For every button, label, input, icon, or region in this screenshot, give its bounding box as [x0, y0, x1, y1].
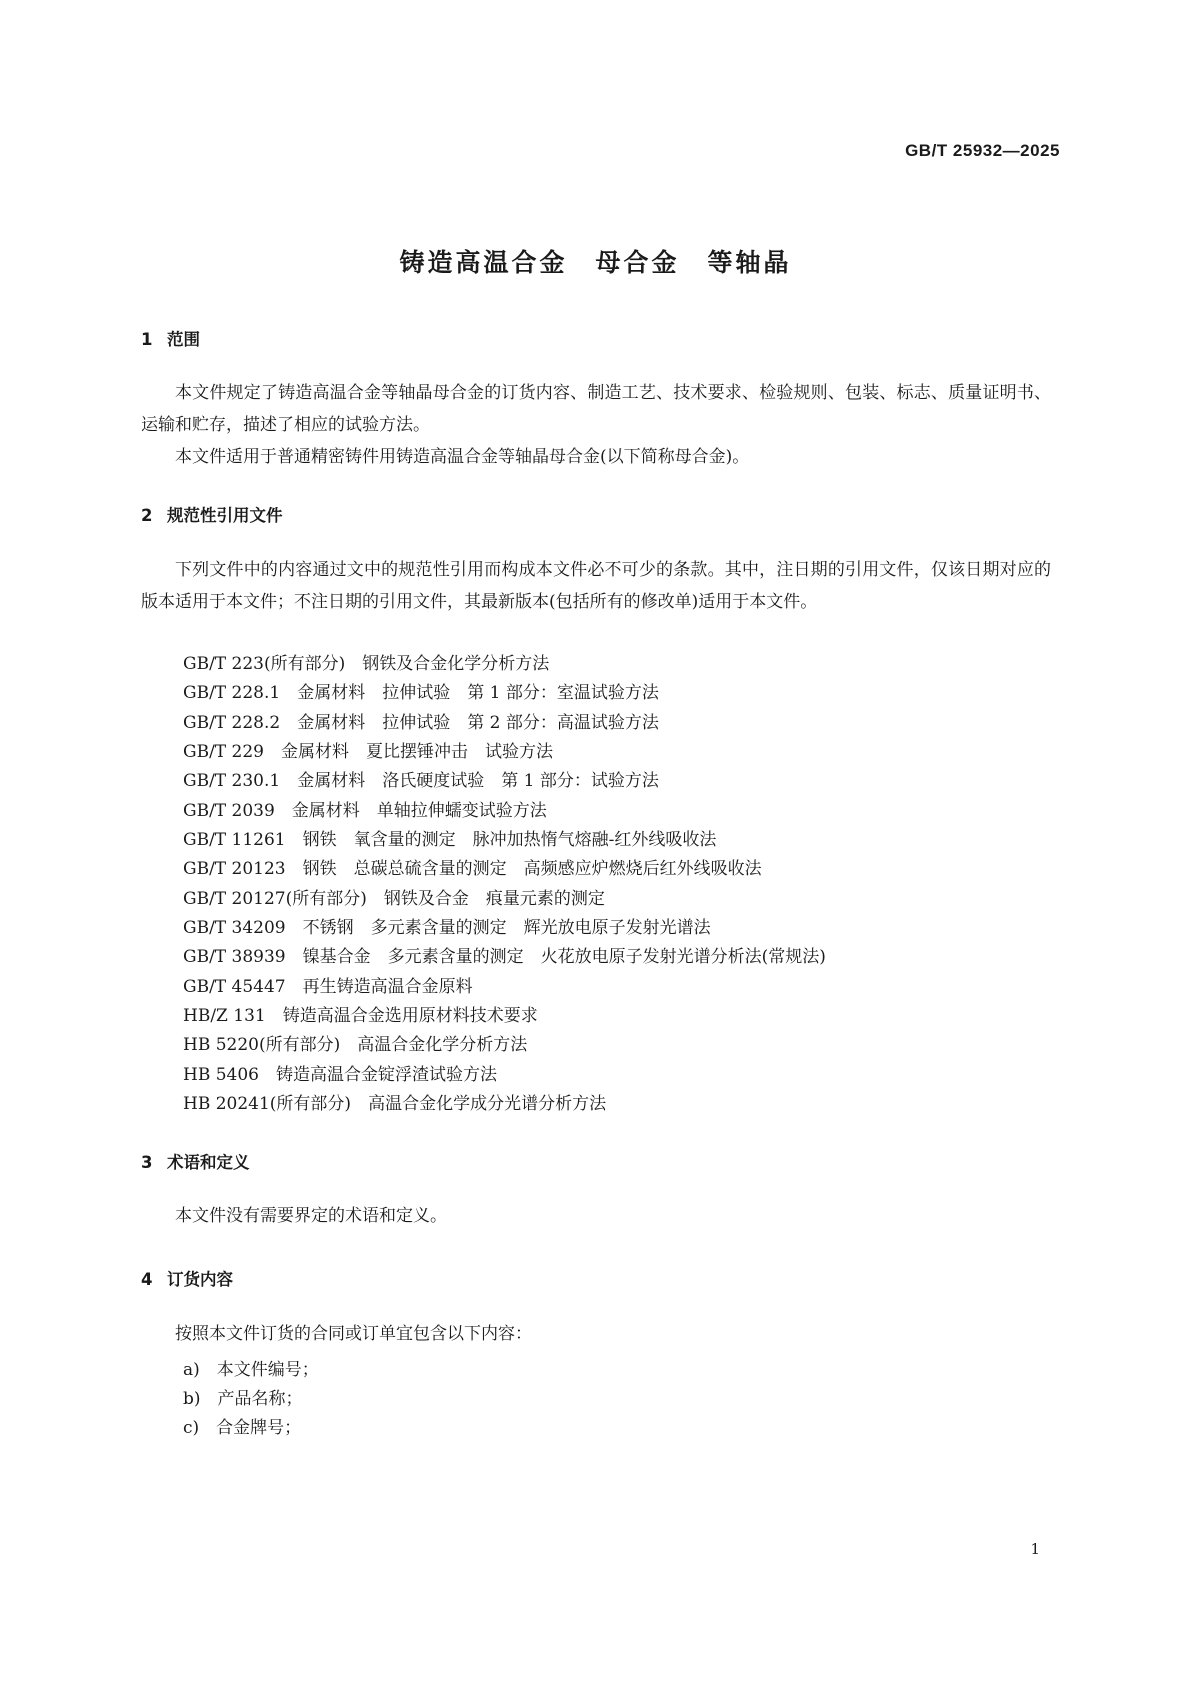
reference-item: GB/T 230.1 金属材料 洛氏硬度试验 第 1 部分：试验方法 [183, 771, 659, 791]
section-3-heading [141, 1149, 250, 1173]
section-3-paragraph: 本文件没有需要界定的术语和定义。 [175, 1206, 447, 1226]
section-title: 规范性引用文件 [167, 506, 283, 525]
reference-item: GB/T 45447 再生铸造高温合金原料 [183, 977, 473, 997]
reference-item: GB/T 11261 钢铁 氧含量的测定 脉冲加热惰气熔融-红外线吸收法 [183, 830, 717, 850]
reference-item: GB/T 2039 金属材料 单轴拉伸蠕变试验方法 [183, 801, 547, 821]
reference-item: GB/T 228.2 金属材料 拉伸试验 第 2 部分：高温试验方法 [183, 713, 659, 733]
section-4-heading [141, 1266, 233, 1290]
section-number: 3 [141, 1153, 153, 1172]
reference-item: GB/T 34209 不锈钢 多元素含量的测定 辉光放电原子发射光谱法 [183, 918, 711, 938]
section-1-heading [141, 326, 200, 350]
section-1-paragraph-1: 本文件规定了铸造高温合金等轴晶母合金的订货内容、制造工艺、技术要求、检验规则、包装、标志、质量证明书、运输和贮存，描述了相应的试验方法。 [141, 383, 1051, 435]
section-title: 订货内容 [167, 1270, 233, 1289]
order-list-item: b) 产品名称； [183, 1389, 303, 1409]
reference-item: GB/T 20127(所有部分) 钢铁及合金 痕量元素的测定 [183, 889, 605, 909]
section-2-intro: 下列文件中的内容通过文中的规范性引用而构成本文件必不可少的条款。其中，注日期的引用文件，仅该日期对应的版本适用于本文件；不注日期的引用文件，其最新版本(包括所有的修改单)适用于本文件。 [141, 560, 1051, 612]
reference-item: GB/T 223(所有部分) 钢铁及合金化学分析方法 [183, 654, 550, 674]
section-title: 范围 [167, 330, 200, 349]
reference-item: HB/Z 131 铸造高温合金选用原材料技术要求 [183, 1006, 538, 1026]
section-number: 2 [141, 506, 153, 525]
reference-item: GB/T 228.1 金属材料 拉伸试验 第 1 部分：室温试验方法 [183, 683, 659, 703]
reference-item: GB/T 38939 镍基合金 多元素含量的测定 火花放电原子发射光谱分析法(常规法) [183, 947, 826, 967]
reference-item: HB 20241(所有部分) 高温合金化学成分光谱分析方法 [183, 1094, 607, 1114]
order-list-item: a) 本文件编号； [183, 1360, 319, 1380]
order-list-item: c) 合金牌号； [183, 1418, 302, 1438]
reference-item: HB 5406 铸造高温合金锭浮渣试验方法 [183, 1065, 497, 1085]
reference-item: GB/T 229 金属材料 夏比摆锤冲击 试验方法 [183, 742, 553, 762]
section-2-heading [141, 502, 283, 526]
section-number: 1 [141, 330, 153, 349]
reference-item: GB/T 20123 钢铁 总碳总硫含量的测定 高频感应炉燃烧后红外线吸收法 [183, 859, 762, 879]
reference-item: HB 5220(所有部分) 高温合金化学分析方法 [183, 1035, 528, 1055]
standard-number: GB/T 25932—2025 [905, 141, 1060, 160]
section-4-intro: 按照本文件订货的合同或订单宜包含以下内容： [175, 1324, 532, 1344]
document-title: 铸造高温合金 母合金 等轴晶 [399, 248, 792, 277]
section-title: 术语和定义 [167, 1153, 250, 1172]
section-number: 4 [141, 1270, 153, 1289]
section-1-paragraph-2: 本文件适用于普通精密铸件用铸造高温合金等轴晶母合金(以下简称母合金)。 [175, 447, 750, 467]
page-number: 1 [1030, 1540, 1040, 1558]
